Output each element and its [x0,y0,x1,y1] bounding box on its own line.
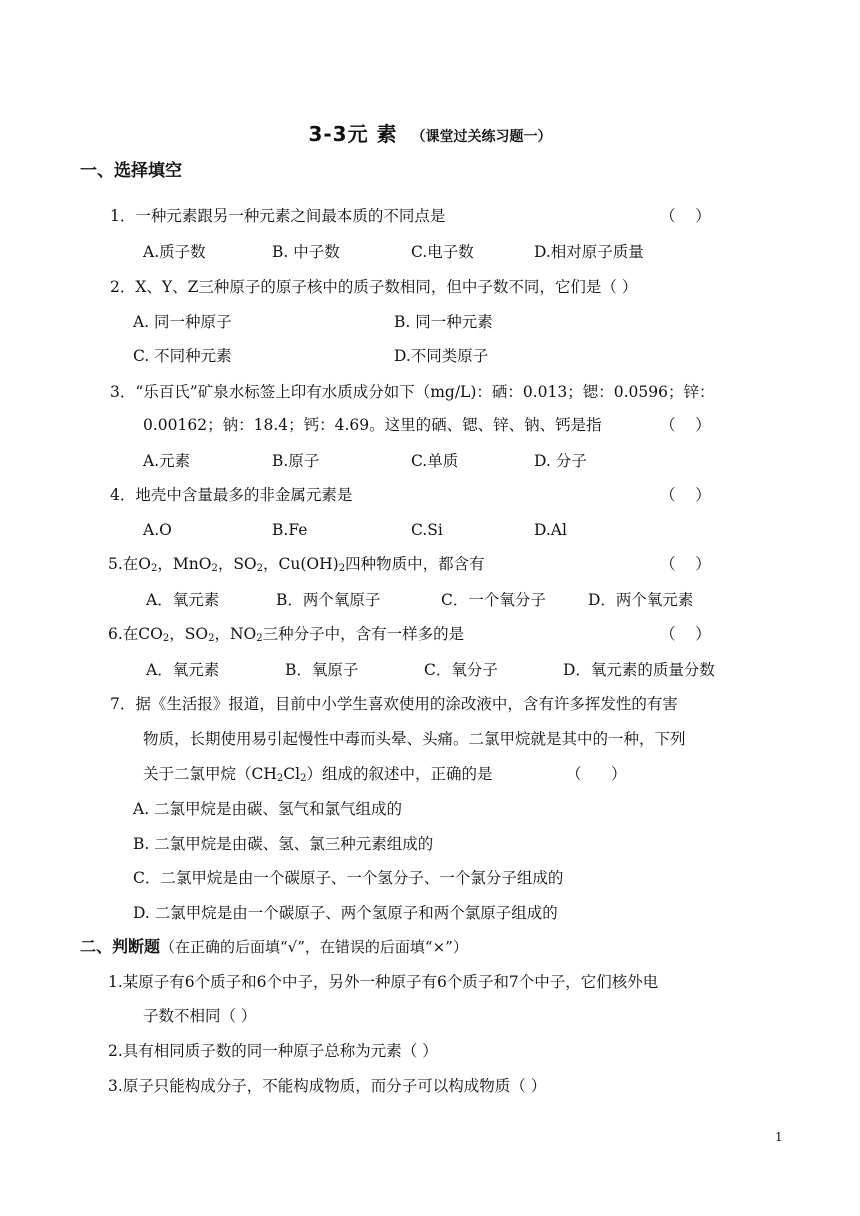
question-1-option-c: C.电子数 [411,243,474,261]
question-5-stem: 5.在$O_2$，MnO$_2$，$SO_2$，$Cu(OH)_2$四种物质中，都含有 [108,555,485,574]
question-7-answer-blank: （ ） [566,765,627,783]
question-2-option-a: A. 同一种原子 [133,313,232,331]
title-main: 3-3元 素 [308,122,398,146]
question-3-option-c: C.单质 [411,452,459,470]
question-3-option-b: B.原子 [272,452,320,470]
question-3-stem-line-2: 0.00162；钠：18.4；钙：4.69。这里的硒、锶、锌、钠、钙是指 [143,416,602,434]
question-4-option-b: B.Fe [272,521,308,539]
page-number: 1 [775,1130,783,1144]
question-5-option-b: B．两个氧原子 [276,591,381,609]
question-1-stem: 1．一种元素跟另一种元素之间最本质的不同点是 [110,207,446,225]
question-4-option-a: A.O [143,521,172,539]
question-3-stem-line-1: 3．“乐百氏”矿泉水标签上印有水质成分如下（mg/L)：硒：0.013；锶：0.0596；锌： [110,383,715,401]
judgment-3: 3.原子只能构成分子，不能构成物质，而分子可以构成物质（ ） [108,1077,547,1095]
question-1-answer-blank: （ ） [660,207,711,225]
question-6-answer-blank: （ ） [660,625,711,643]
question-6-option-c: C．氧分子 [424,661,498,679]
question-3-option-d: D. 分子 [534,452,587,470]
question-5-option-d: D．两个氧元素 [588,591,694,609]
question-5-option-c: C．一个氧分子 [441,591,546,609]
question-1-option-a: A.质子数 [143,243,206,261]
question-2-stem: 2．X、Y、Z三种原子的原子核中的质子数相同，但中子数不同，它们是（ ） [110,278,638,296]
question-6-option-d: D．氧元素的质量分数 [563,661,715,679]
question-7-option-b: B. 二氯甲烷是由碳、氢、氯三种元素组成的 [133,835,434,853]
question-7-option-c: C．二氯甲烷是由一个碳原子、一个氢分子、一个氯分子组成的 [133,869,564,887]
question-6-option-a: A．氧元素 [146,661,220,679]
page-title [0,118,860,147]
title-subtitle: （课堂过关练习题一） [411,129,552,145]
question-4-answer-blank: （ ） [660,486,711,504]
question-2-option-d: D.不同类原子 [394,347,489,365]
question-6-option-b: B．氧原子 [285,661,359,679]
question-4-option-c: C.Si [411,521,443,539]
question-7-stem-line-2: 物质，长期使用易引起慢性中毒而头晕、头痛。二氯甲烷就是其中的一种，下列 [143,730,686,748]
question-1-option-d: D.相对原子质量 [534,243,644,261]
question-7-option-a: A. 二氯甲烷是由碳、氢气和氯气组成的 [133,800,403,818]
question-1-option-b: B. 中子数 [272,243,340,261]
question-6-stem: 6.在$CO_2$，$SO_2$，$NO_2$三种分子中，含有一样多的是 [108,625,465,644]
question-7-stem-line-3: 关于二氯甲烷$(CH_2Cl_2)$组成的叙述中，正确的是 [143,765,493,784]
question-7-stem-line-1: 7．据《生活报》报道，目前中小学生喜欢使用的涂改液中，含有许多挥发性的有害 [110,695,678,713]
judgment-1-line-2: 子数不相同（ ） [143,1007,257,1025]
question-3-option-a: A.元素 [143,452,191,470]
question-5-answer-blank: （ ） [660,555,711,573]
question-2-option-c: C. 不同种元素 [133,347,232,365]
question-4-stem: 4．地壳中含量最多的非金属元素是 [110,486,353,504]
judgment-1-line-1: 1.某原子有6个质子和6个中子，另外一种原子有6个质子和7个中子，它们核外电 [108,973,659,991]
question-5-option-a: A．氧元素 [146,591,220,609]
question-2-option-b: B. 同一种元素 [394,313,493,331]
judgment-2: 2.具有相同质子数的同一种原子总称为元素（ ） [108,1042,438,1060]
section-heading-judgment: 二、判断题（在正确的后面填“√”，在错误的后面填“×”） [80,937,468,956]
question-7-option-d: D. 二氯甲烷是由一个碳原子、两个氢原子和两个氯原子组成的 [133,904,558,922]
question-3-answer-blank: （ ） [660,416,711,434]
question-4-option-d: D.Al [534,521,567,539]
section-heading-choice: 一、选择填空 [80,161,182,181]
